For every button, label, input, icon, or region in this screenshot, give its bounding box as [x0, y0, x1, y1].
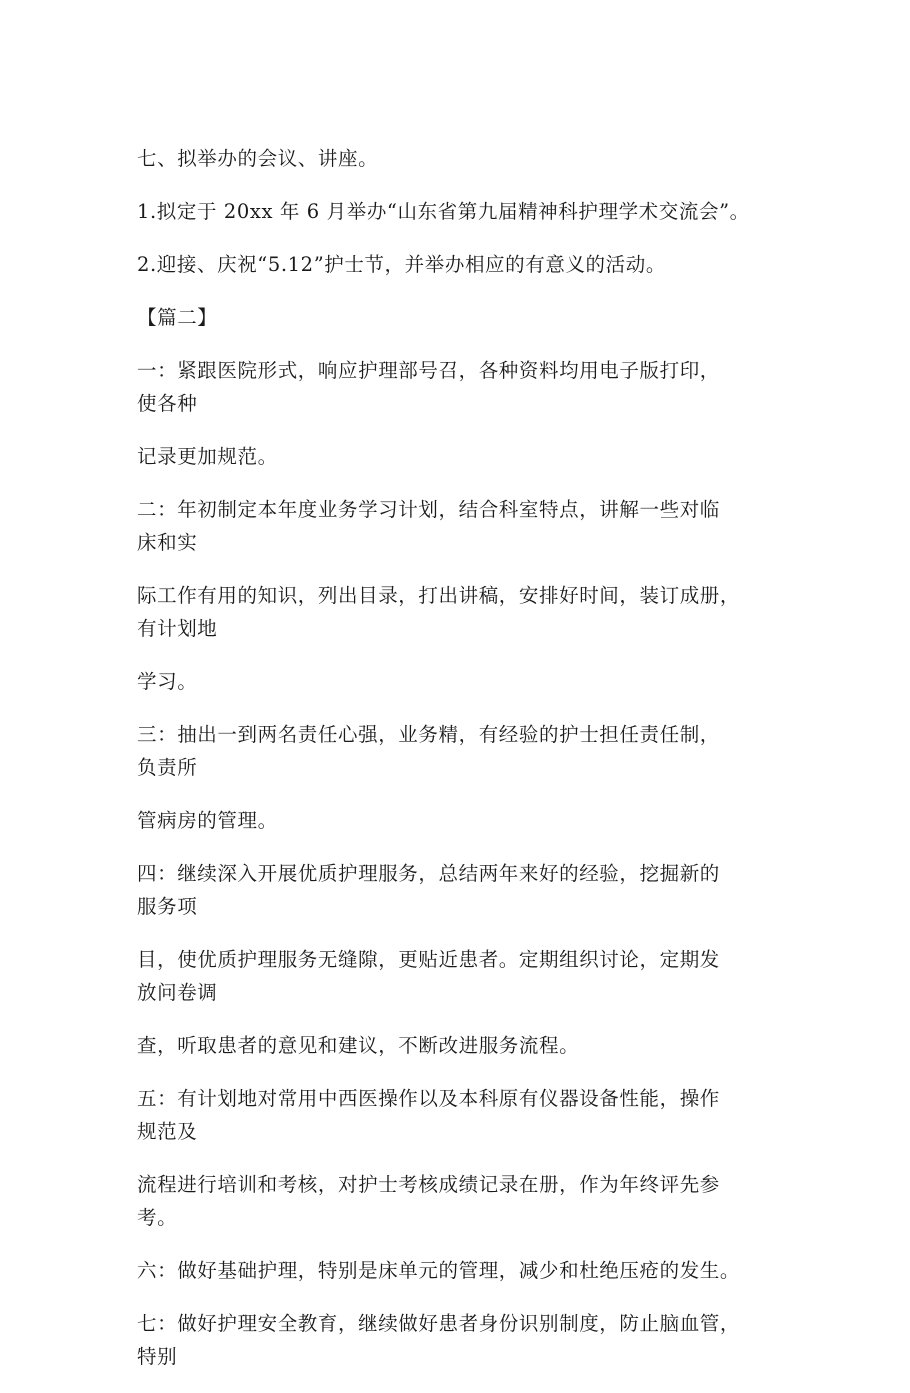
paragraph: 四：继续深入开展优质护理服务，总结两年来好的经验，挖掘新的 服务项 [137, 862, 720, 918]
paragraph: 学习。 [137, 670, 198, 693]
paragraph: 1.拟定于 20xx 年 6 月举办“山东省第九届精神科护理学术交流会”。 [137, 200, 750, 223]
paragraph: 查，听取患者的意见和建议，不断改进服务流程。 [137, 1034, 580, 1057]
paragraph: 一：紧跟医院形式，响应护理部号召，各种资料均用电子版打印， 使各种 [137, 359, 720, 415]
paragraph: 七：做好护理安全教育，继续做好患者身份识别制度，防止脑血管， 特别 [137, 1312, 741, 1368]
paragraph: 三：抽出一到两名责任心强，业务精，有经验的护士担任责任制， 负责所 [137, 723, 720, 779]
paragraph: 记录更加规范。 [137, 445, 278, 468]
section-heading: 七、拟举办的会议、讲座。 [137, 147, 379, 170]
paragraph: 2.迎接、庆祝“5.12”护士节，并举办相应的有意义的活动。 [137, 253, 666, 276]
paragraph: 五：有计划地对常用中西医操作以及本科原有仪器设备性能，操作 规范及 [137, 1087, 720, 1143]
paragraph: 流程进行培训和考核，对护士考核成绩记录在册，作为年终评先参 考。 [137, 1173, 720, 1229]
paragraph: 目，使优质护理服务无缝隙，更贴近患者。定期组织讨论，定期发 放问卷调 [137, 948, 720, 1004]
paragraph: 管病房的管理。 [137, 809, 278, 832]
section-heading: 【篇二】 [137, 306, 218, 329]
paragraph: 二：年初制定本年度业务学习计划，结合科室特点，讲解一些对临 床和实 [137, 498, 720, 554]
paragraph: 六：做好基础护理，特别是床单元的管理，减少和杜绝压疮的发生。 [137, 1259, 741, 1282]
document-body [137, 142, 777, 1393]
paragraph: 际工作有用的知识，列出目录，打出讲稿，安排好时间，装订成册， 有计划地 [137, 584, 741, 640]
